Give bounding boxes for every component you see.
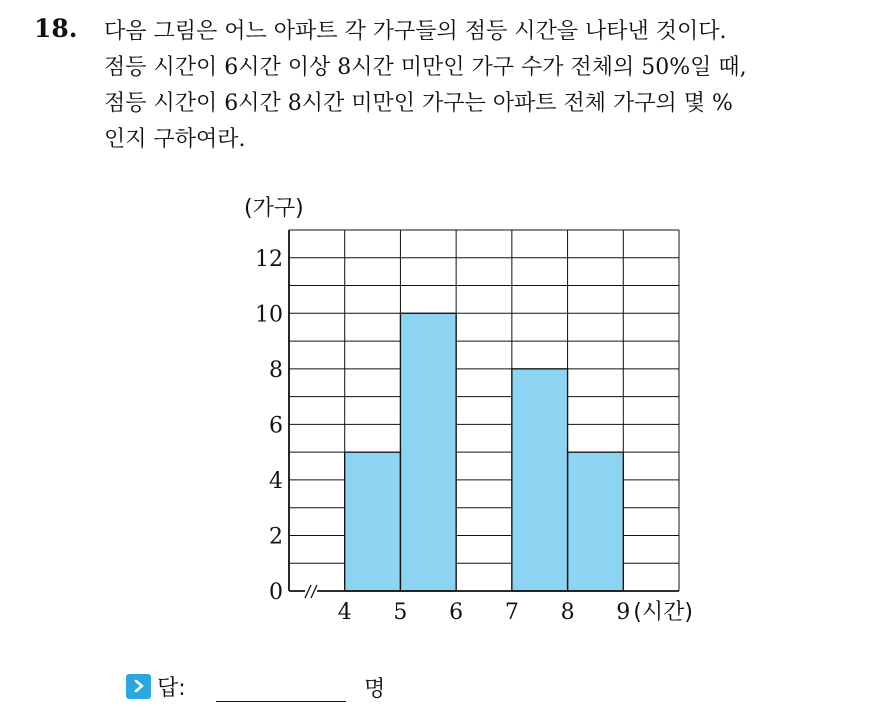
- x-tick-label: 6: [449, 600, 464, 625]
- y-tick-label: 4: [269, 468, 283, 494]
- bar-7-8: [512, 369, 568, 591]
- x-axis-title: (시간): [633, 600, 693, 625]
- answer-blank[interactable]: [216, 701, 346, 702]
- y-axis-title: (가구): [244, 196, 304, 221]
- x-tick-label: 8: [560, 600, 575, 625]
- chart-labels: [244, 196, 693, 625]
- x-tick-label: 9: [616, 600, 631, 625]
- answer-row: [126, 671, 386, 702]
- question-line-4: 인지 구하여라.: [104, 127, 246, 152]
- x-tick-label: 7: [504, 600, 519, 625]
- y-tick-label: 0: [269, 580, 283, 605]
- y-tick-label: 2: [269, 524, 283, 550]
- x-tick-label: 5: [393, 600, 408, 625]
- question-line-3: 점등 시간이 6시간 8시간 미만인 가구는 아파트 전체 가구의 몇 %: [104, 91, 733, 116]
- question-line-2: 점등 시간이 6시간 이상 8시간 미만인 가구 수가 전체의 50%일 때,: [104, 55, 747, 80]
- question-line-1: 다음 그림은 어느 아파트 각 가구들의 점등 시간을 나타낸 것이다.: [104, 19, 727, 44]
- axis-break-mark: [305, 583, 317, 598]
- y-tick-label: 10: [255, 302, 283, 328]
- y-tick-label: 8: [269, 357, 283, 383]
- bar-4-5: [345, 452, 401, 591]
- y-tick-label: 12: [255, 246, 283, 272]
- chevron-right-icon: [126, 674, 151, 699]
- answer-unit: 명: [364, 677, 386, 702]
- answer-label: 답:: [157, 675, 186, 701]
- x-tick-label: 4: [337, 600, 352, 625]
- bar-8-9: [568, 452, 624, 591]
- question-number: 18.: [34, 14, 78, 43]
- bar-5-6: [400, 313, 456, 591]
- y-tick-label: 6: [269, 413, 283, 439]
